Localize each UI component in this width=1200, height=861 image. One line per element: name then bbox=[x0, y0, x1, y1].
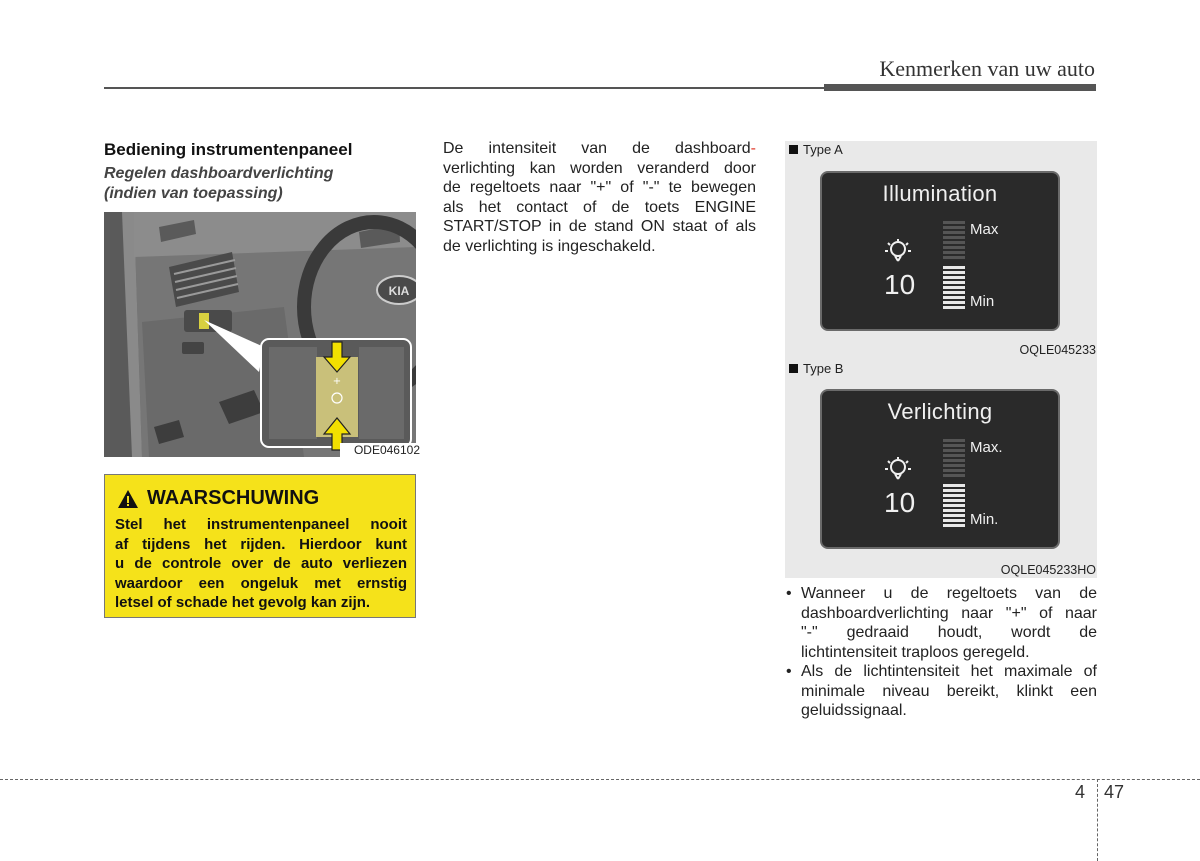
brightness-icon bbox=[878, 449, 918, 483]
list-item bbox=[785, 662, 1097, 721]
min-label: Min bbox=[970, 293, 995, 310]
brand-logo: KIA bbox=[388, 284, 410, 298]
warning-line: u de controle over de auto verliezen bbox=[115, 555, 407, 572]
paragraph-line: als het contact of de toets ENGINE bbox=[443, 198, 756, 216]
max-label: Max bbox=[970, 221, 999, 238]
page-number: 47 bbox=[1104, 782, 1125, 802]
paragraph-line: START/STOP in de stand ON staat of als bbox=[443, 218, 756, 235]
warning-line: af tijdens het rijden. Hierdoor kunt bbox=[115, 535, 407, 553]
photo-code: ODE046102 bbox=[340, 443, 422, 457]
brightness-icon bbox=[878, 231, 918, 265]
type-b-label-text: Type B bbox=[803, 361, 844, 376]
dashboard-illustration bbox=[104, 212, 416, 457]
bullet-line: lichtintensiteit traploos geregeld. bbox=[801, 643, 1030, 661]
square-bullet-icon bbox=[789, 364, 798, 373]
header-rule-accent bbox=[824, 84, 1096, 91]
screen-title: Verlichting bbox=[887, 399, 993, 424]
type-a-panel bbox=[785, 141, 1097, 360]
section-title: Bediening instrumentenpaneel bbox=[104, 140, 353, 159]
type-b-label bbox=[789, 361, 843, 376]
bullet-line: geluidssignaal. bbox=[801, 702, 907, 719]
max-label: Max. bbox=[970, 439, 1003, 456]
brightness-value: 10 bbox=[884, 269, 916, 300]
header-rule bbox=[104, 87, 826, 89]
brightness-level-bar bbox=[943, 221, 967, 311]
type-a-label-text: Type A bbox=[803, 142, 843, 157]
running-header: Kenmerken van uw auto bbox=[879, 56, 1095, 81]
footer-rule bbox=[0, 779, 1200, 780]
subtitle-line: (indien van toepassing) bbox=[104, 185, 283, 202]
paragraph-line bbox=[443, 139, 756, 159]
type-b-panel bbox=[785, 360, 1097, 578]
dashboard-photo bbox=[104, 212, 416, 457]
square-bullet-icon bbox=[789, 145, 798, 154]
type-a-label bbox=[789, 142, 843, 157]
bullet-line: Wanneer u de regeltoets van de bbox=[801, 585, 1097, 602]
min-label: Min. bbox=[970, 511, 999, 528]
warning-box bbox=[104, 474, 416, 618]
screen-title: Illumination bbox=[882, 181, 998, 206]
warning-line: letsel of schade het gevolg kan zijn. bbox=[115, 594, 371, 611]
display-screen-a bbox=[820, 171, 1060, 331]
warning-icon bbox=[117, 489, 139, 509]
bullet-line: minimale niveau bereikt, klinkt een bbox=[801, 682, 1097, 700]
brightness-level-bar bbox=[943, 439, 967, 529]
bullet-dot: • bbox=[786, 585, 792, 602]
bullet-list bbox=[785, 584, 1097, 721]
brightness-value: 10 bbox=[884, 487, 916, 518]
type-b-code: OQLE045233HO bbox=[1000, 563, 1096, 577]
type-a-code: OQLE045233 bbox=[1019, 343, 1096, 357]
section-subtitle bbox=[104, 164, 424, 204]
subtitle-line: Regelen dashboardverlichting bbox=[104, 165, 334, 182]
paragraph-line: verlichting kan worden veranderd door bbox=[443, 159, 756, 177]
footer-divider bbox=[1097, 779, 1098, 861]
warning-text bbox=[115, 515, 407, 613]
bullet-line: dashboardverlichting naar "+" of naar bbox=[801, 604, 1097, 622]
display-screen-b bbox=[820, 389, 1060, 549]
warning-line: Stel het instrumentenpaneel nooit bbox=[115, 516, 407, 533]
intro-paragraph bbox=[443, 139, 756, 256]
paragraph-line-text: De intensiteit van de dashboard bbox=[443, 140, 751, 157]
bullet-line: Als de lichtintensiteit het maximale of bbox=[801, 663, 1097, 680]
chapter-number: 4 bbox=[1075, 782, 1086, 802]
inset-plus: + bbox=[332, 376, 342, 387]
paragraph-line: de verlichting is ingeschakeld. bbox=[443, 237, 656, 255]
paragraph-line: de regeltoets naar "+" of "-" te bewegen bbox=[443, 179, 756, 196]
warning-line: waardoor een ongeluk met ernstig bbox=[115, 574, 407, 592]
bullet-dot: • bbox=[786, 663, 792, 680]
warning-heading bbox=[117, 487, 319, 510]
bullet-line: "-" gedraaid houdt, wordt de bbox=[801, 624, 1097, 641]
warning-title: WAARSCHUWING bbox=[147, 487, 320, 509]
hyphen-mark: - bbox=[750, 140, 756, 157]
list-item bbox=[785, 584, 1097, 662]
